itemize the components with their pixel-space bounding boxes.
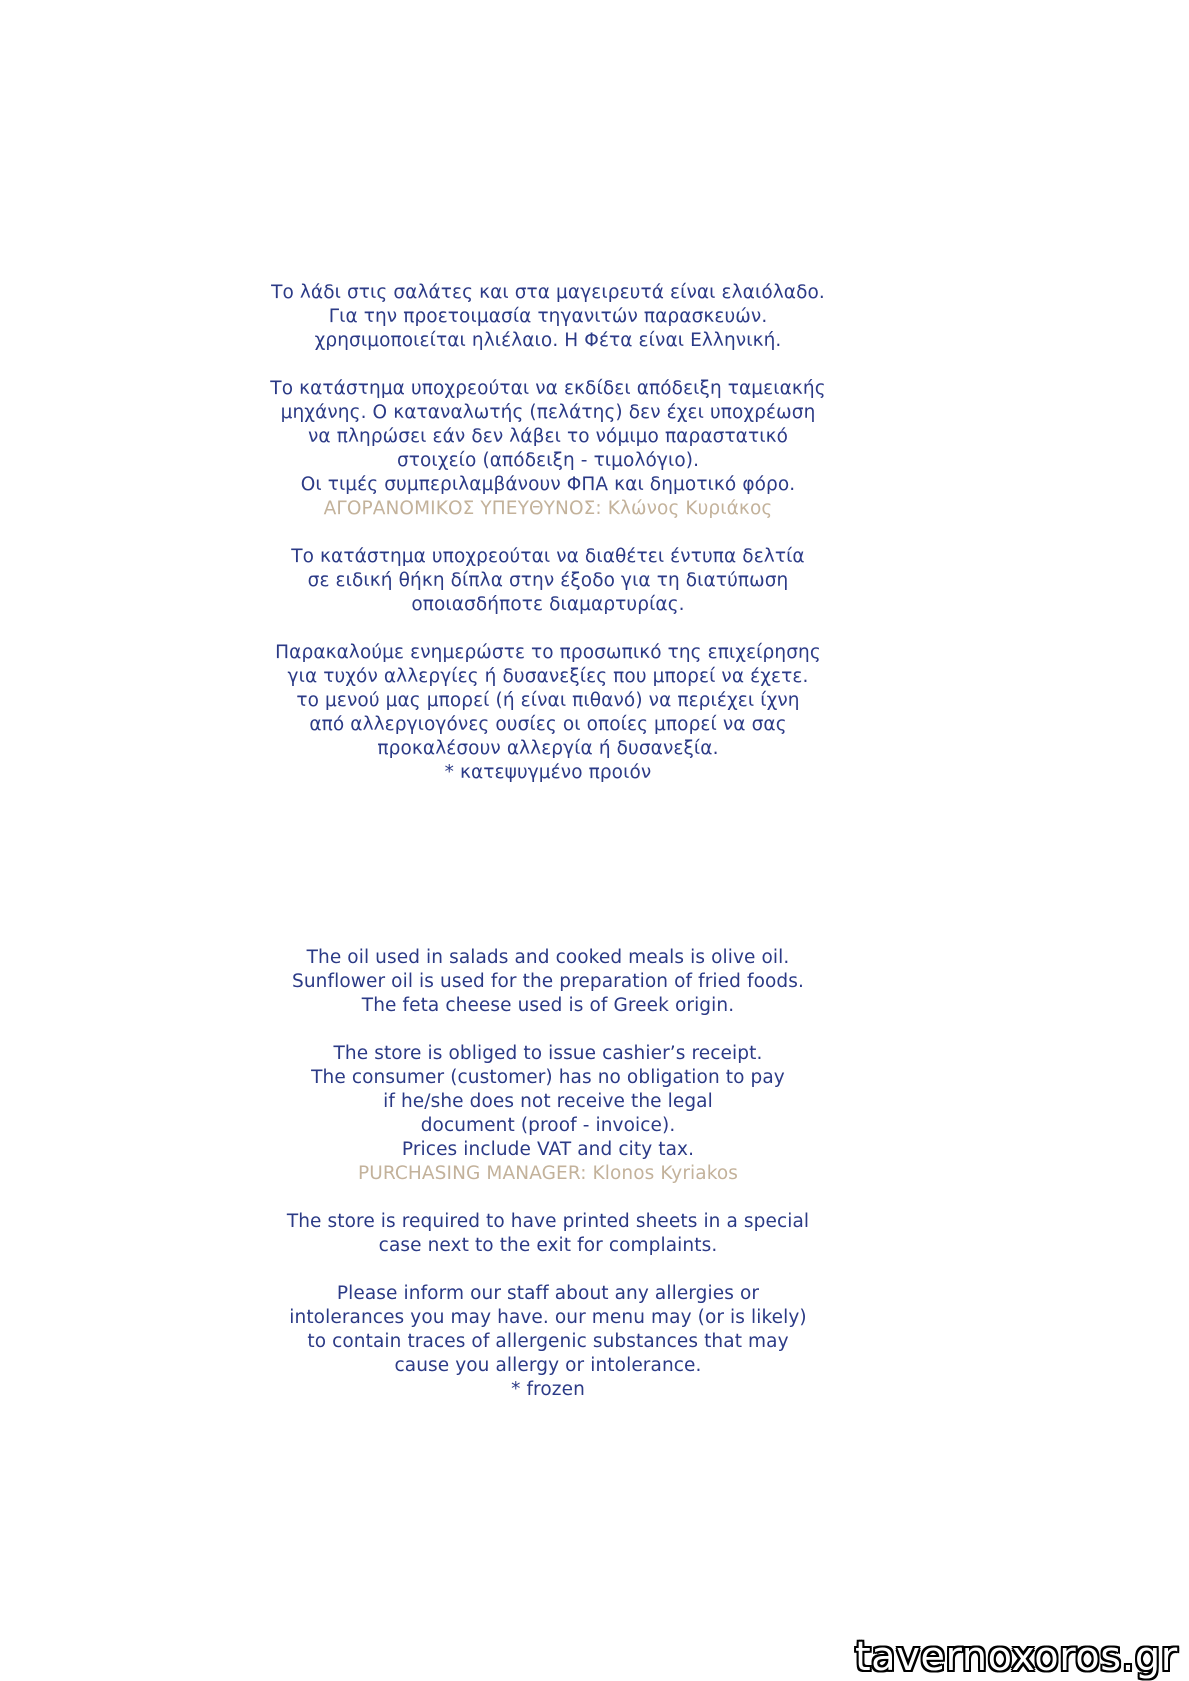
- english-oil-paragraph: [0, 946, 1096, 1018]
- text-line: Το κατάστημα υποχρεούται να διαθέτει έντυπα δελτία: [291, 546, 805, 567]
- text-line: Please inform our staff about any allergies or: [336, 1283, 760, 1304]
- text-line: Οι τιμές συμπεριλαμβάνουν ΦΠΑ και δημοτικό φόρο.: [300, 474, 796, 495]
- text-line: The consumer (customer) has no obligation to pay: [311, 1067, 785, 1088]
- greek-oil-paragraph: [0, 281, 1096, 353]
- greek-complaints-paragraph: [0, 545, 1096, 617]
- watermark-text: tavernoxoros.gr: [855, 1634, 1178, 1680]
- english-complaints-paragraph: [0, 1210, 1096, 1258]
- text-line: για τυχόν αλλεργίες ή δυσανεξίες που μπορεί να έχετε.: [287, 666, 809, 687]
- english-allergy-paragraph: [0, 1282, 1096, 1402]
- text-line: to contain traces of allergenic substances that may: [307, 1331, 789, 1352]
- text-line: The store is obliged to issue cashier’s receipt.: [333, 1043, 763, 1064]
- text-line: Παρακαλούμε ενημερώστε το προσωπικό της επιχείρησης: [275, 642, 821, 663]
- text-line: Sunflower oil is used for the preparation of fried foods.: [292, 971, 804, 992]
- english-receipt-paragraph: [0, 1042, 1096, 1186]
- text-line: if he/she does not receive the legal: [383, 1091, 713, 1112]
- text-line: The feta cheese used is of Greek origin.: [361, 995, 735, 1016]
- english-frozen-note: * frozen: [511, 1379, 585, 1400]
- site-watermark: [847, 1633, 1189, 1681]
- text-line: The oil used in salads and cooked meals is olive oil.: [306, 947, 790, 968]
- text-line: οποιασδήποτε διαμαρτυρίας.: [411, 594, 685, 615]
- text-line: intolerances you may have. our menu may (or is likely): [289, 1307, 807, 1328]
- greek-notice-block: [0, 281, 1096, 785]
- text-line: το μενού μας μπορεί (ή είναι πιθανό) να περιέχει ίχνη: [296, 690, 800, 711]
- text-line: προκαλέσουν αλλεργία ή δυσανεξία.: [377, 738, 719, 759]
- greek-allergy-paragraph: [0, 641, 1096, 785]
- english-manager-line: PURCHASING MANAGER: Klonos Kyriakos: [357, 1163, 739, 1184]
- text-line: χρησιμοποιείται ηλιέλαιο. Η Φέτα είναι Ελληνική.: [314, 330, 782, 351]
- greek-frozen-note: * κατεψυγμένο προιόν: [444, 762, 652, 783]
- text-line: Το κατάστημα υποχρεούται να εκδίδει απόδειξη ταμειακής: [270, 378, 826, 399]
- text-line: Prices include VAT and city tax.: [401, 1139, 695, 1160]
- greek-manager-line: ΑΓΟΡΑΝΟΜΙΚΟΣ ΥΠΕΥΘΥΝΟΣ: Κλώνος Κυριάκος: [323, 498, 773, 519]
- text-line: The store is required to have printed sheets in a special: [286, 1211, 810, 1232]
- text-line: cause you allergy or intolerance.: [394, 1355, 702, 1376]
- english-notice-block: [0, 946, 1096, 1402]
- text-line: document (proof - invoice).: [420, 1115, 676, 1136]
- text-line: από αλλεργιογόνες ουσίες οι οποίες μπορεί να σας: [309, 714, 787, 735]
- text-line: στοιχείο (απόδειξη - τιμολόγιο).: [396, 450, 700, 471]
- text-line: να πληρώσει εάν δεν λάβει το νόμιμο παραστατικό: [308, 426, 788, 447]
- text-line: case next to the exit for complaints.: [378, 1235, 718, 1256]
- text-line: σε ειδική θήκη δίπλα στην έξοδο για τη διατύπωση: [307, 570, 789, 591]
- text-line: μηχάνης. Ο καταναλωτής (πελάτης) δεν έχει υποχρέωση: [280, 402, 816, 423]
- text-line: Για την προετοιμασία τηγανιτών παρασκευών.: [328, 306, 768, 327]
- text-line: Το λάδι στις σαλάτες και στα μαγειρευτά είναι ελαιόλαδο.: [271, 282, 825, 303]
- greek-receipt-paragraph: [0, 377, 1096, 521]
